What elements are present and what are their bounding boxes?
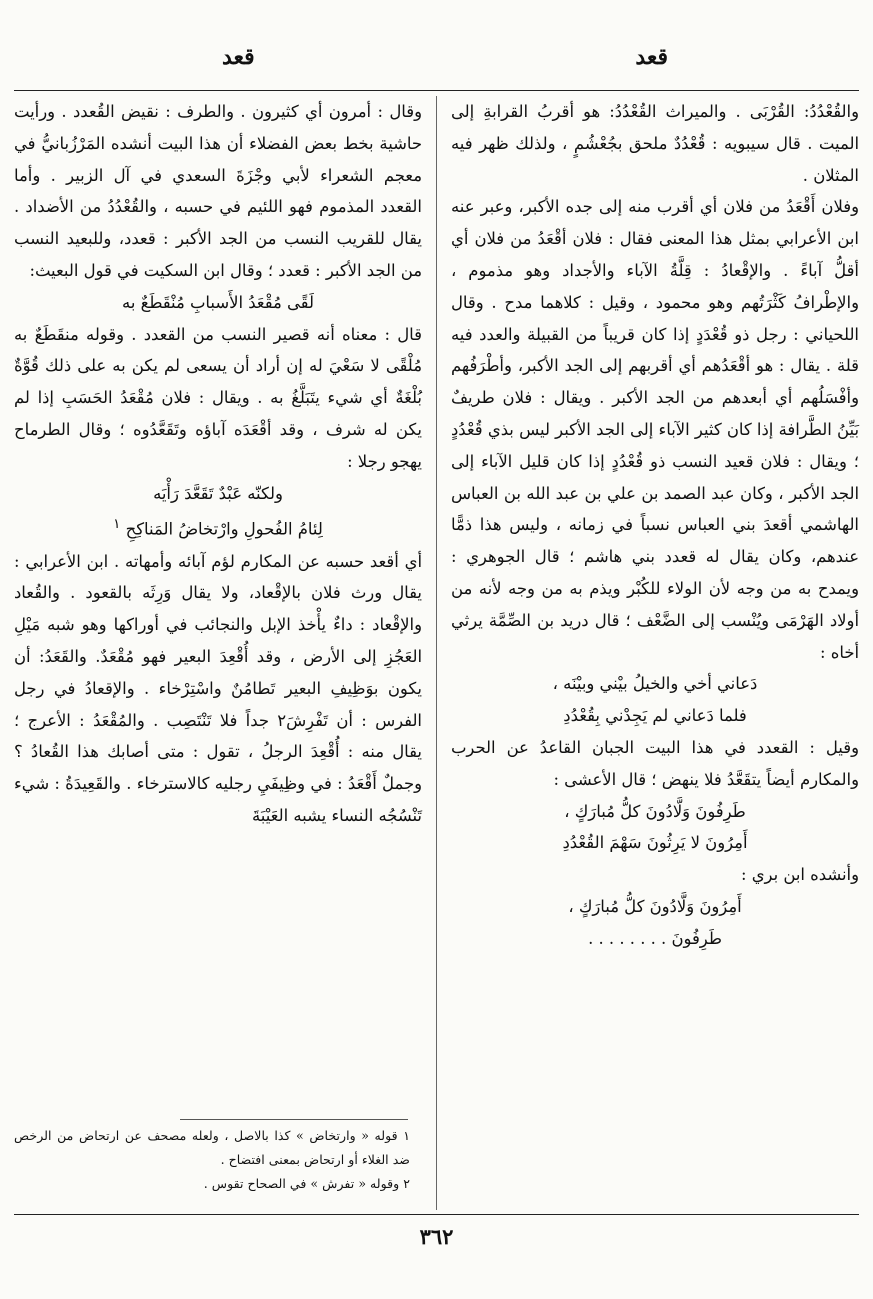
footnote-marker: ١ xyxy=(113,516,121,533)
bottom-rule xyxy=(14,1214,859,1215)
paragraph: وقيل : القعدد في هذا البيت الجبان القاعدُ عن الحرب والمكارم أيضاً يتقَعَّدُ فلا ينهض ؛ قال الأعشى : xyxy=(451,737,859,789)
left-column xyxy=(14,96,422,832)
footnote: ٢ وقوله « تفرش » في الصحاح تقوس . xyxy=(203,1176,410,1191)
column-divider xyxy=(436,96,437,1210)
paragraph: والقُعْدُدُ: القُرْبَى . والميراث القُعْدُدُ: هو أقربُ القرابةِ إلى الميت . قال سيبويه : قُعْدُدٌ ملحق بجُعْشُمٍ ، ولذلك ظهر فيه المثلان . xyxy=(451,102,859,185)
footnote-rule xyxy=(180,1119,408,1120)
verse-line: أَمِرُونَ لا يَرِثُونَ سَهْمَ القُعْدُدِ xyxy=(562,833,748,853)
verse-line: لَقًى مُقْعَدُ الأَسبابِ مُنْقَطَعٌ به xyxy=(122,292,314,312)
footnote: ١ قوله « وارتخاض » كذا بالاصل ، ولعله مصحف عن ارتحاض من الرخص ضد الغلاء أو ارتحاض بمعنى افتضاح . xyxy=(14,1128,410,1167)
verse-line: أَمِرُونَ وَلَّادُونَ كلُّ مُبارَكٍ ، xyxy=(568,896,742,916)
page-number: ٣٦٢ xyxy=(419,1224,454,1249)
verse-line xyxy=(14,509,422,545)
footnotes xyxy=(14,1124,410,1196)
paragraph: وقال : أمرون أي كثيرون . والطرف : نقيض القُعدد . ورأيت حاشية بخط بعض الفضلاء أن هذا البيت أنشده المَرْزُبانيُّ في معجم الشعراء لأبي وجْزَةَ السعدي في آل الزبير . وأما القعدد المذموم فهو اللئيم في حسبه ، والقُعْدُدُ من الأضداد . يقال للقريب النسب من الجد الأكبر : قعدد، وللبعيد النسب من الجد الأكبر : قعدد ؛ وقال ابن السكيت في قول البعيث: xyxy=(14,102,422,280)
paragraph: قال : معناه أنه قصير النسب من القعدد . وقوله منقَطَعٌ به مُلْقًى لا سَعْيَ له إن أراد أن يسعى لم يكن به على ذلك قُوَّةٌ بُلْغَةٌ أي شيء يتَبَلَّغُ به . ويقال : فلان مُقْعَدُ الحَسَبِ إذا لم يكن له شرف ، وقد أقْعَدَه آباؤه وتَقَعَّدُوه ؛ وقال الطرماح يهجو رجلا : xyxy=(14,324,422,471)
header-word-right: قعد xyxy=(635,44,668,70)
header-word-left: قعد xyxy=(222,44,255,70)
verse-line: طَرِفُونَ . . . . . . . . xyxy=(588,928,722,948)
right-column xyxy=(451,96,859,955)
paragraph: وأنشده ابن بري : xyxy=(740,865,859,885)
header-rule xyxy=(14,90,859,91)
verse-line: طَرِفُونَ وَلَّادُونَ كلُّ مُبارَكٍ ، xyxy=(564,801,746,821)
verse-line: ولكنّه عَبْدٌ تَقَعَّدَ رَأْيَه xyxy=(153,483,283,503)
paragraph: وفلان أَقْعَدُ من فلان أي أقرب منه إلى جده الأكبر، وعبر عنه ابن الأعرابي بمثل هذا المعنى فقال : فلان أقْعَدُ من فلان أي أقلُّ آباءً . والإقْعادُ : قِلَّةُ الآباء والأجداد وهو مذموم ، والإطْرافُ كَثْرَتُهم وهو محمود ، وقيل : كلاهما مدح . وقال اللحياني : رجل ذو قُعْدَدٍ إذا كان قريباً من القبيلة والعدد فيه قلة . يقال : هو أقْعَدُهم أي أقربهم إلى الجد الأكبر، وأطْرَفُهم وأفْسَلُهم أي أبعدهم من الجد الأكبر . ويقال : فلان طريفٌ بَيِّنُ الطَّرافة إذا كان كثير الآباء إلى الجد الأكبر ليس بذي قُعْدُدٍ ؛ ويقال : فلان قعيد النسب ذو قُعْدُدٍ إذا كان قليل الآباء إلى الجد الأكبر ، وكان عبد الصمد بن علي بن عبد الله بن العباس الهاشمي أقعدَ بني العباس نسباً في زمانه ، وليس هذا ذمًّا عندهم، وكان يقال له قعدد بني هاشم ؛ قال الجوهري : ويمدح به من وجه لأن الولاء للكُبْر ويذم به من وجه لأنه من أولاد الهَرْمَى ويُنْسب إلى الضَّعْف ؛ قال دريد بن الصِّمَّة يرثي أخاه : xyxy=(451,197,859,662)
verse-line: دَعاني أخي والخيلُ بيْني وبيْنَه ، xyxy=(552,674,758,694)
verse-line: فلما دَعاني لم يَجِدْني بِقُعْدُدِ xyxy=(563,706,747,726)
paragraph: أي أقعد حسبه عن المكارم لؤم آبائه وأمهاته . ابن الأعرابي : يقال ورث فلان بالإقْعاد، ولا يقال وَرِثَه بالقعود . والقُعاد والإقْعاد : داءٌ يأْخذ الإبل والنجائب في أوراكها وهو شبه مَيْلِ العَجُزِ إلى الأرض ، وقد أُقْعِدَ البعير فهو مُقْعَدٌ. والقَعَدُ: أن يكون بوَظِيفِ البعير تَطامُنٌ واسْتِرْخاء . والإقعادُ في رجل الفرس : أن تَفْرِشَ٢ جداً فلا تَنْتَصِب . والمُقْعَدُ : الأعرج ؛ يقال منه : أُقْعِدَ الرجلُ ، تقول : متى أصابك هذا القُعادُ ؟ وجملٌ أَقْعَدُ : في وظِيفَيِ رجليه كالاسترخاء . والقَعِيدَةُ : شيء تَنْسُجُه النساء يشبه العَيْبَةَ xyxy=(14,551,422,825)
verse-text: لِئامُ الفُحولِ وارْتخاضُ المَناكِحِ xyxy=(125,519,323,539)
